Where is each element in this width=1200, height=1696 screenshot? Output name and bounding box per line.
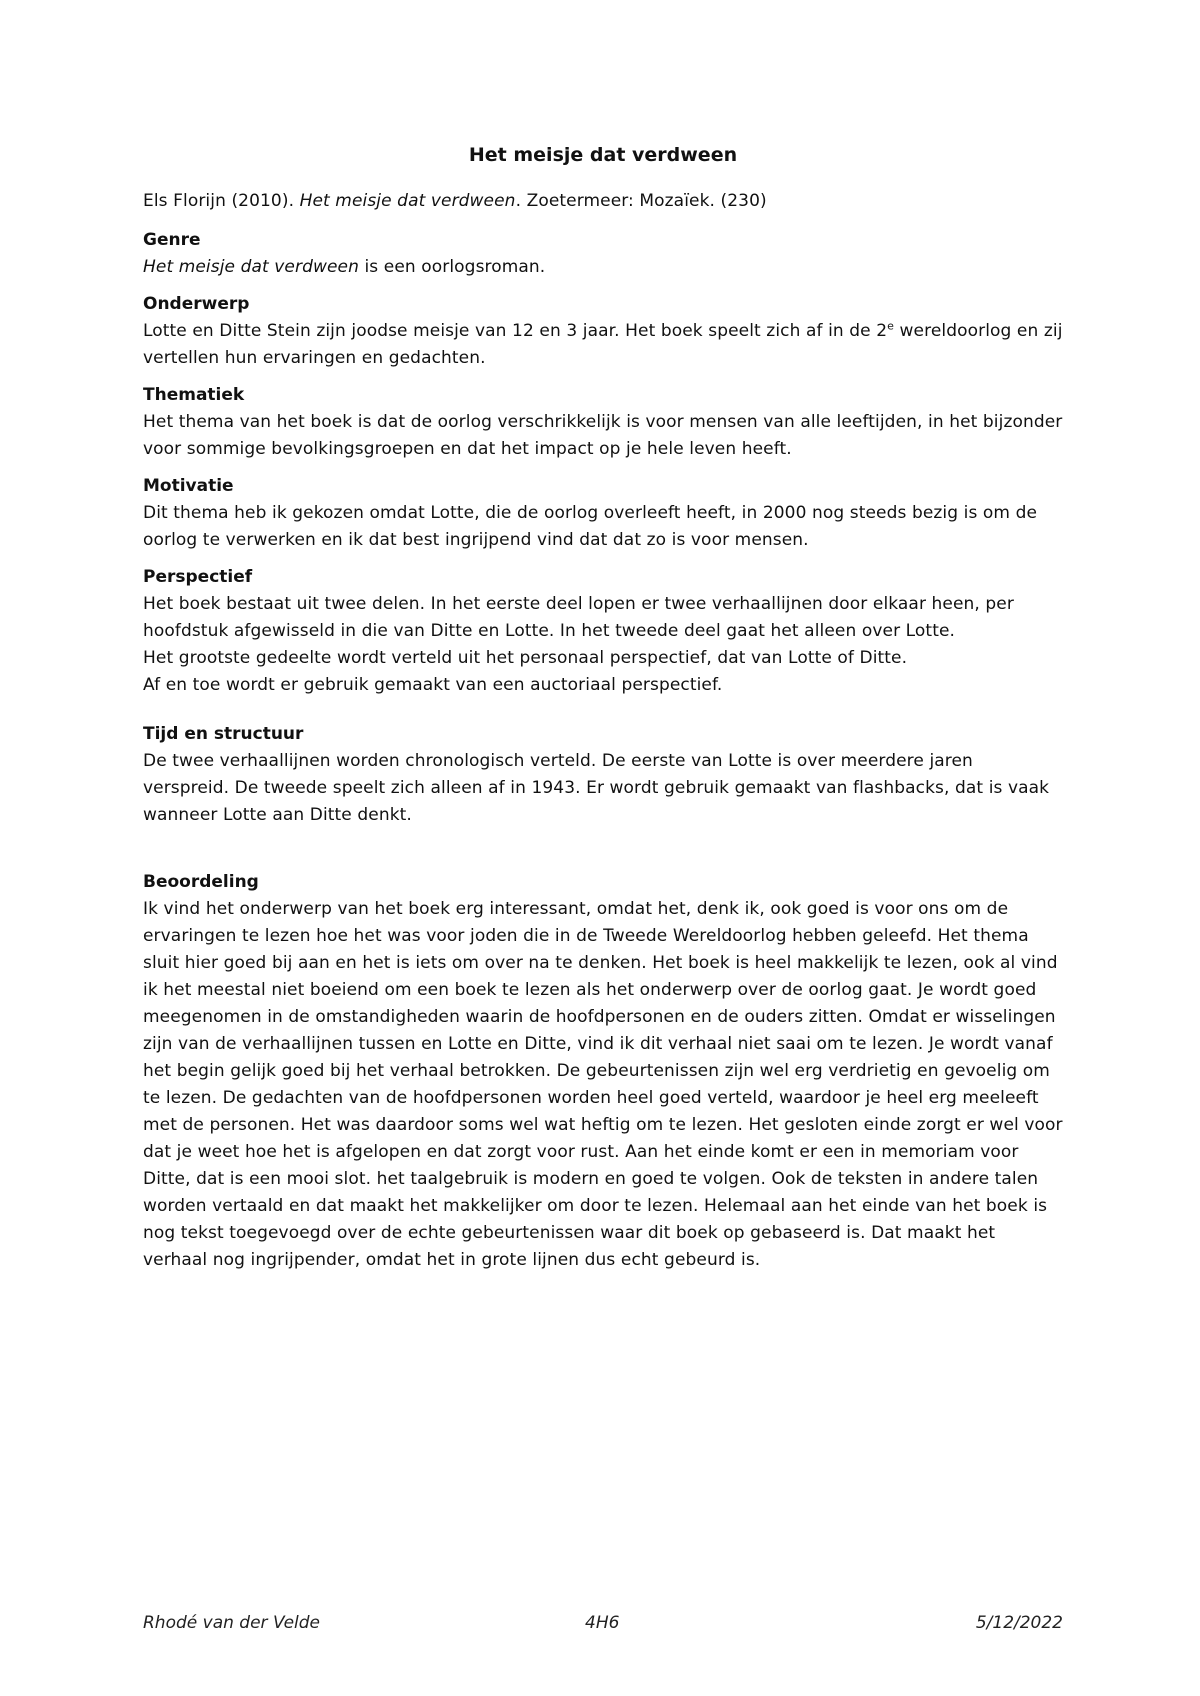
section-text-beoordeling: Ik vind het onderwerp van het boek erg interessant, omdat het, denk ik, ook goed is voor ons om de ervaringen te lezen hoe het was voor joden die in de Tweede Wereldoorlog hebben geleefd. Het thema sluit hier goed bij aan en het is iets om over na te denken. Het boek is heel makkelijk te lezen, ook al vind ik het meestal niet boeiend om een boek te lezen als het onderwerp over de oorlog gaat. Je wordt goed meegenomen in de omstandigheden waarin de hoofdpersonen en de ouders zitten. Omdat er wisselingen zijn van de verhaallijnen tussen en Lotte en Ditte, vind ik dit verhaal niet saai om te lezen. Je wordt vanaf het begin gelijk goed bij het verhaal betrokken. De gebeurtenissen zijn wel erg verdrietig en gevoelig om te lezen. De gedachten van de hoofdpersonen worden heel goed verteld, waardoor je heel erg meeleeft met de personen. Het was daardoor soms wel wat heftig om te lezen. Het gesloten einde zorgt er wel voor dat je weet hoe het is afgelopen en dat zorgt voor rust. Aan het einde komt er een in memoriam voor Ditte, dat is een mooi slot. het taalgebruik is modern en goed te volgen. Ook de teksten in andere talen worden vertaald en dat maakt het makkelijker om door te lezen. Helemaal aan het einde van het boek is nog tekst toegevoegd over de echte gebeurtenissen waar dit boek op gebaseerd is. Dat maakt het verhaal nog ingrijpender, omdat het in grote lijnen dus echt gebeurd is. <box>143 899 1063 1270</box>
section-text-onderwerp <box>143 318 1063 372</box>
onderwerp-text-part1: Lotte en Ditte Stein zijn joodse meisje van 12 en 3 jaar. Het boek speelt zich af in de 2 <box>143 321 888 341</box>
section-perspectief <box>143 564 1063 699</box>
section-beoordeling <box>143 869 1063 1274</box>
footer-class: 4H6 <box>585 1613 620 1633</box>
section-genre <box>143 227 1063 281</box>
onderwerp-superscript: e <box>887 319 895 333</box>
section-text-motivatie: Dit thema heb ik gekozen omdat Lotte, die de oorlog overleeft heeft, in 2000 nog steeds bezig is om de oorlog te verwerken en ik dat best ingrijpend vind dat dat zo is voor mensen. <box>143 503 1038 550</box>
onderwerp-text-part2: wereldoorlog en zij vertellen hun ervaringen en gedachten. <box>143 321 1063 368</box>
section-thematiek <box>143 382 1063 463</box>
section-text-tijd-en-structuur: De twee verhaallijnen worden chronologisch verteld. De eerste van Lotte is over meerdere jaren verspreid. De tweede speelt zich alleen af in 1943. Er wordt gebruik gemaakt van flashbacks, dat is vaak wanneer Lotte aan Ditte denkt. <box>143 751 1050 825</box>
genre-book-title: Het meisje dat verdween <box>143 257 359 277</box>
section-onderwerp <box>143 291 1063 372</box>
section-heading-perspectief: Perspectief <box>143 567 253 587</box>
citation-author-year: Els Florijn (2010). <box>143 191 300 211</box>
section-heading-genre: Genre <box>143 230 201 250</box>
citation-publisher: . Zoetermeer: Mozaïek. (230) <box>515 191 767 211</box>
genre-text: is een oorlogsroman. <box>358 257 546 277</box>
section-text-thematiek: Het thema van het boek is dat de oorlog verschrikkelijk is voor mensen van alle leeftijden, in het bijzonder voor sommige bevolkingsgroepen en dat het impact op je hele leven heeft. <box>143 412 1063 459</box>
section-tijd-en-structuur <box>143 721 1063 829</box>
footer-author: Rhodé van der Velde <box>143 1613 321 1633</box>
section-heading-motivatie: Motivatie <box>143 476 234 496</box>
perspectief-paragraph: Af en toe wordt er gebruik gemaakt van een auctoriaal perspectief. <box>143 675 723 695</box>
section-heading-onderwerp: Onderwerp <box>143 294 250 314</box>
section-heading-beoordeling: Beoordeling <box>143 872 259 892</box>
section-text-genre <box>143 254 1063 281</box>
section-motivatie <box>143 473 1063 554</box>
page-footer <box>143 1611 1063 1635</box>
footer-date: 5/12/2022 <box>975 1613 1063 1633</box>
perspectief-paragraph: Het grootste gedeelte wordt verteld uit het personaal perspectief, dat van Lotte of Ditte. <box>143 648 908 668</box>
citation-book-title: Het meisje dat verdween <box>299 191 516 211</box>
section-heading-tijd-en-structuur: Tijd en structuur <box>143 724 304 744</box>
document-page <box>143 140 1063 1284</box>
section-heading-thematiek: Thematiek <box>143 385 245 405</box>
perspectief-paragraph: Het boek bestaat uit twee delen. In het eerste deel lopen er twee verhaallijnen door elkaar heen, per hoofdstuk afgewisseld in die van Ditte en Lotte. In het tweede deel gaat het alleen over Lotte. <box>143 594 1014 641</box>
page-title: Het meisje dat verdween <box>468 144 738 166</box>
book-citation <box>143 188 1063 215</box>
